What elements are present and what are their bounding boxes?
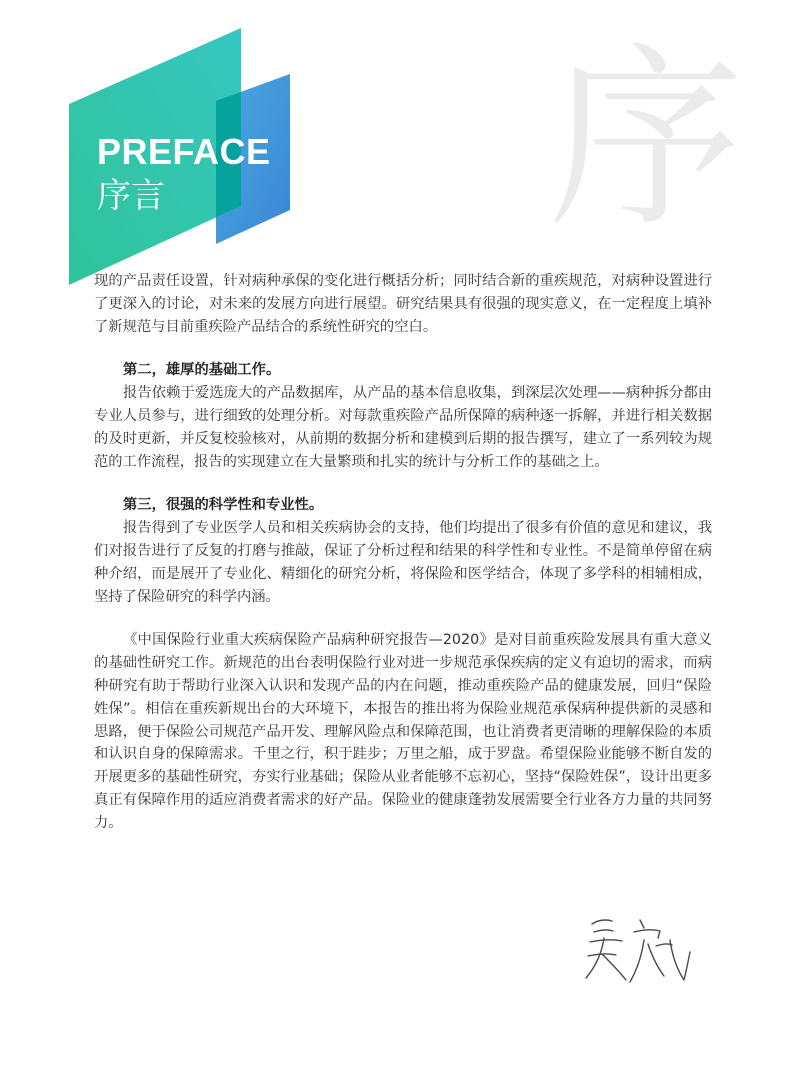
preface-body: [94, 270, 712, 835]
section-2-paragraph: 报告依赖于爱选庞大的产品数据库，从产品的基本信息收集，到深层次处理——病种拆分都由专业人员参与，进行细致的处理分析。对每款重疾险产品所保障的病种逐一拆解，并进行相关数据的及时更新，并反复校验核对，从前期的数据分析和建模到后期的报告撰写，建立了一系列较为规范的工作流程，报告的实现建立在大量繁琐和扎实的统计与分析工作的基础之上。: [94, 385, 712, 470]
heading-english: PREFACE: [97, 131, 271, 172]
intro-paragraph: 现的产品责任设置，针对病种承保的变化进行概括分析；同时结合新的重疾规范，对病种设置进行了更深入的讨论，对未来的发展方向进行展望。研究结果具有很强的现实意义，在一定程度上填补了新规范与目前重疾险产品结合的系统性研究的空白。: [94, 273, 712, 335]
section-2-title: 第二，雄厚的基础工作。: [123, 362, 281, 379]
section-3-title: 第三，很强的科学性和专业性。: [123, 497, 324, 514]
watermark-character: 序: [548, 26, 745, 254]
section-3-paragraph: 报告得到了专业医学人员和相关疾病协会的支持，他们均提出了很多有价值的意见和建议，我们对报告进行了反复的打磨与推敲，保证了分析过程和结果的科学性和专业性。不是简单停留在病种介绍，而是展开了专业化、精细化的研究分析，将保险和医学结合，体现了多学科的相辅相成，坚持了保险研究的科学内涵。: [94, 520, 712, 605]
conclusion-paragraph: 《中国保险行业重大疾病保险产品病种研究报告—2020》是对目前重疾险发展具有重大意义的基础性研究工作。新规范的出台表明保险行业对进一步规范承保疾病的定义有迫切的需求，而病种研究有助于帮助行业深入认识和发现产品的内在问题，推动重疾险产品的健康发展，回归“保险姓保”。相信在重疾新规出台的大环境下，本报告的推出将为保险业规范承保病种提供新的灵感和思路，便于保险公司规范产品开发、理解风险点和保障范围，也让消费者更清晰的理解保险的本质和认识自身的保障需求。千里之行，积于跬步；万里之船，成于罗盘。希望保险业能够不断自发的开展更多的基础性研究，夯实行业基础；保险从业者能够不忘初心，坚持“保险姓保”，设计出更多真正有保障作用的适应消费者需求的好产品。保险业的健康蓬勃发展需要全行业各方力量的共同努力。: [94, 632, 712, 831]
handwritten-signature: [582, 910, 697, 988]
heading-chinese: 序言: [97, 176, 165, 216]
